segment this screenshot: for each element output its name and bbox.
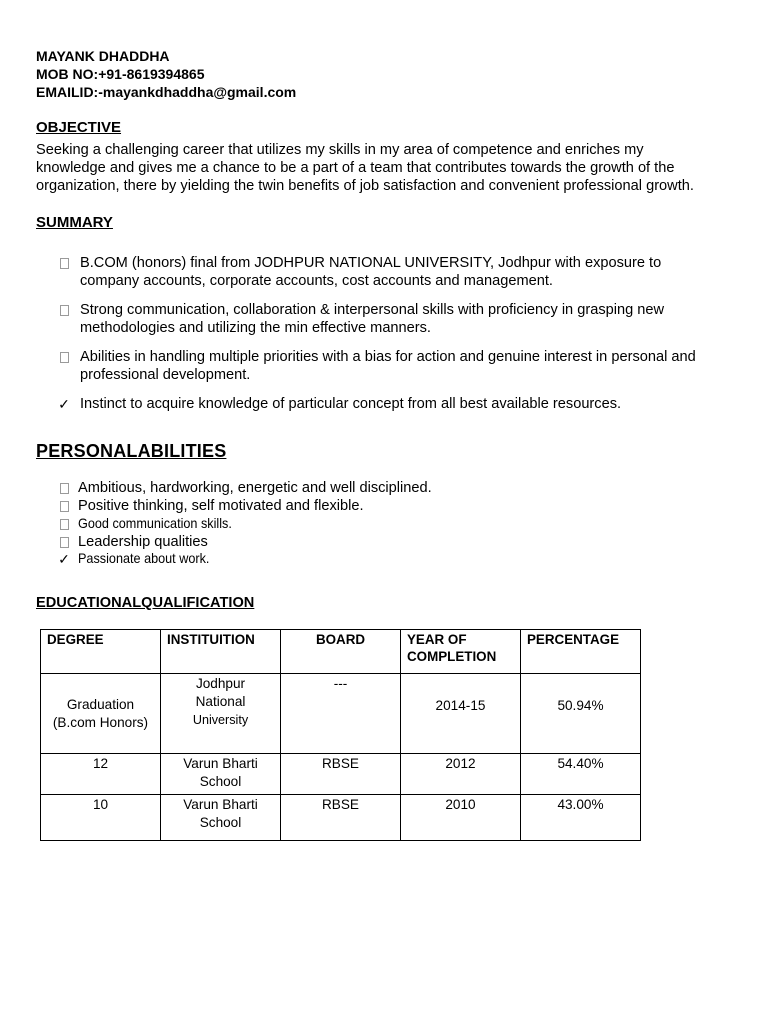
- column-header-year-line: COMPLETION: [407, 649, 497, 664]
- board-cell: ---: [281, 674, 401, 754]
- column-header-year: [401, 630, 521, 674]
- objective-line: knowledge and gives me a chance to be a part of a team that contributes towards the growth of the: [36, 160, 675, 176]
- summary-heading: SUMMARY: [36, 214, 113, 231]
- summary-item-line: Strong communication, collaboration & interpersonal skills with proficiency in grasping new: [80, 302, 665, 318]
- education-heading: EDUCATIONALQUALIFICATION: [36, 595, 255, 611]
- objective-line: Seeking a challenging career that utilizes my skills in my area of competence and enriches my: [36, 142, 644, 158]
- checkmark-icon: ✓: [58, 396, 70, 412]
- summary-item-line: Instinct to acquire knowledge of particular concept from all best available resources.: [80, 396, 622, 412]
- institution-line: Varun Bharti: [183, 756, 258, 771]
- objective-text: [36, 141, 736, 195]
- ability-text: Passionate about work.: [78, 551, 210, 566]
- checkbox-bullet-icon: [56, 497, 72, 517]
- checkmark-icon: ✓: [58, 551, 70, 567]
- board-cell: RBSE: [281, 795, 401, 841]
- degree-cell: 10: [41, 795, 161, 841]
- candidate-name: MAYANK DHADDHA: [36, 48, 170, 64]
- education-table: [40, 629, 641, 841]
- degree-cell: [41, 674, 161, 754]
- summary-item-line: professional development.: [80, 367, 251, 383]
- year-cell: 2010: [401, 795, 521, 841]
- institution-cell: [161, 674, 281, 754]
- ability-text: Positive thinking, self motivated and flexible.: [78, 498, 364, 514]
- percentage-cell: 50.94%: [521, 674, 641, 754]
- ability-text: Ambitious, hardworking, energetic and well disciplined.: [78, 480, 432, 496]
- column-header-percentage: PERCENTAGE: [521, 630, 641, 674]
- percentage-cell: 54.40%: [521, 754, 641, 795]
- checkbox-bullet-icon: [56, 515, 72, 535]
- degree-line: (B.com Honors): [52, 715, 149, 730]
- mobile-number: MOB NO:+91-8619394865: [36, 66, 205, 82]
- table-row: [41, 674, 641, 754]
- institution-line: University: [192, 713, 249, 727]
- degree-cell: 12: [41, 754, 161, 795]
- personal-abilities-heading: PERSONALABILITIES: [36, 441, 227, 461]
- objective-heading: OBJECTIVE: [36, 119, 122, 136]
- summary-item-line: company accounts, corporate accounts, cost accounts and management.: [80, 273, 553, 289]
- objective-line: organization, there by yielding the twin benefits of job satisfaction and convenient professional growth.: [36, 178, 694, 194]
- degree-line: Graduation: [66, 697, 135, 712]
- summary-item-line: Abilities in handling multiple priorities with a bias for action and genuine interest in personal and: [80, 349, 696, 365]
- checkbox-bullet-icon: [56, 479, 72, 499]
- summary-item-line: B.COM (honors) final from JODHPUR NATIONAL UNIVERSITY, Jodhpur with exposure to: [80, 255, 662, 271]
- email-address: EMAILID:-mayankdhaddha@gmail.com: [36, 84, 297, 100]
- table-row: [41, 795, 641, 841]
- board-cell: RBSE: [281, 754, 401, 795]
- table-header-row: [41, 630, 641, 674]
- institution-line: Jodhpur: [195, 676, 246, 691]
- column-header-degree: DEGREE: [41, 630, 161, 674]
- institution-line: Varun Bharti: [183, 797, 258, 812]
- institution-cell: [161, 754, 281, 795]
- ability-text: Leadership qualities: [78, 534, 208, 550]
- year-cell: 2012: [401, 754, 521, 795]
- institution-line: School: [199, 774, 242, 789]
- column-header-board: BOARD: [281, 630, 401, 674]
- institution-line: School: [199, 815, 242, 830]
- table-row: [41, 754, 641, 795]
- summary-item-line: methodologies and utilizing the min effective manners.: [80, 320, 431, 336]
- checkbox-bullet-icon: [56, 254, 72, 274]
- institution-line: National: [195, 694, 246, 709]
- checkbox-bullet-icon: [56, 348, 72, 368]
- percentage-cell: 43.00%: [521, 795, 641, 841]
- year-cell: 2014-15: [401, 674, 521, 754]
- checkbox-bullet-icon: [56, 301, 72, 321]
- column-header-institution: INSTITUITION: [161, 630, 281, 674]
- ability-text: Good communication skills.: [78, 516, 232, 531]
- institution-cell: [161, 795, 281, 841]
- column-header-year-line: YEAR OF: [407, 632, 467, 647]
